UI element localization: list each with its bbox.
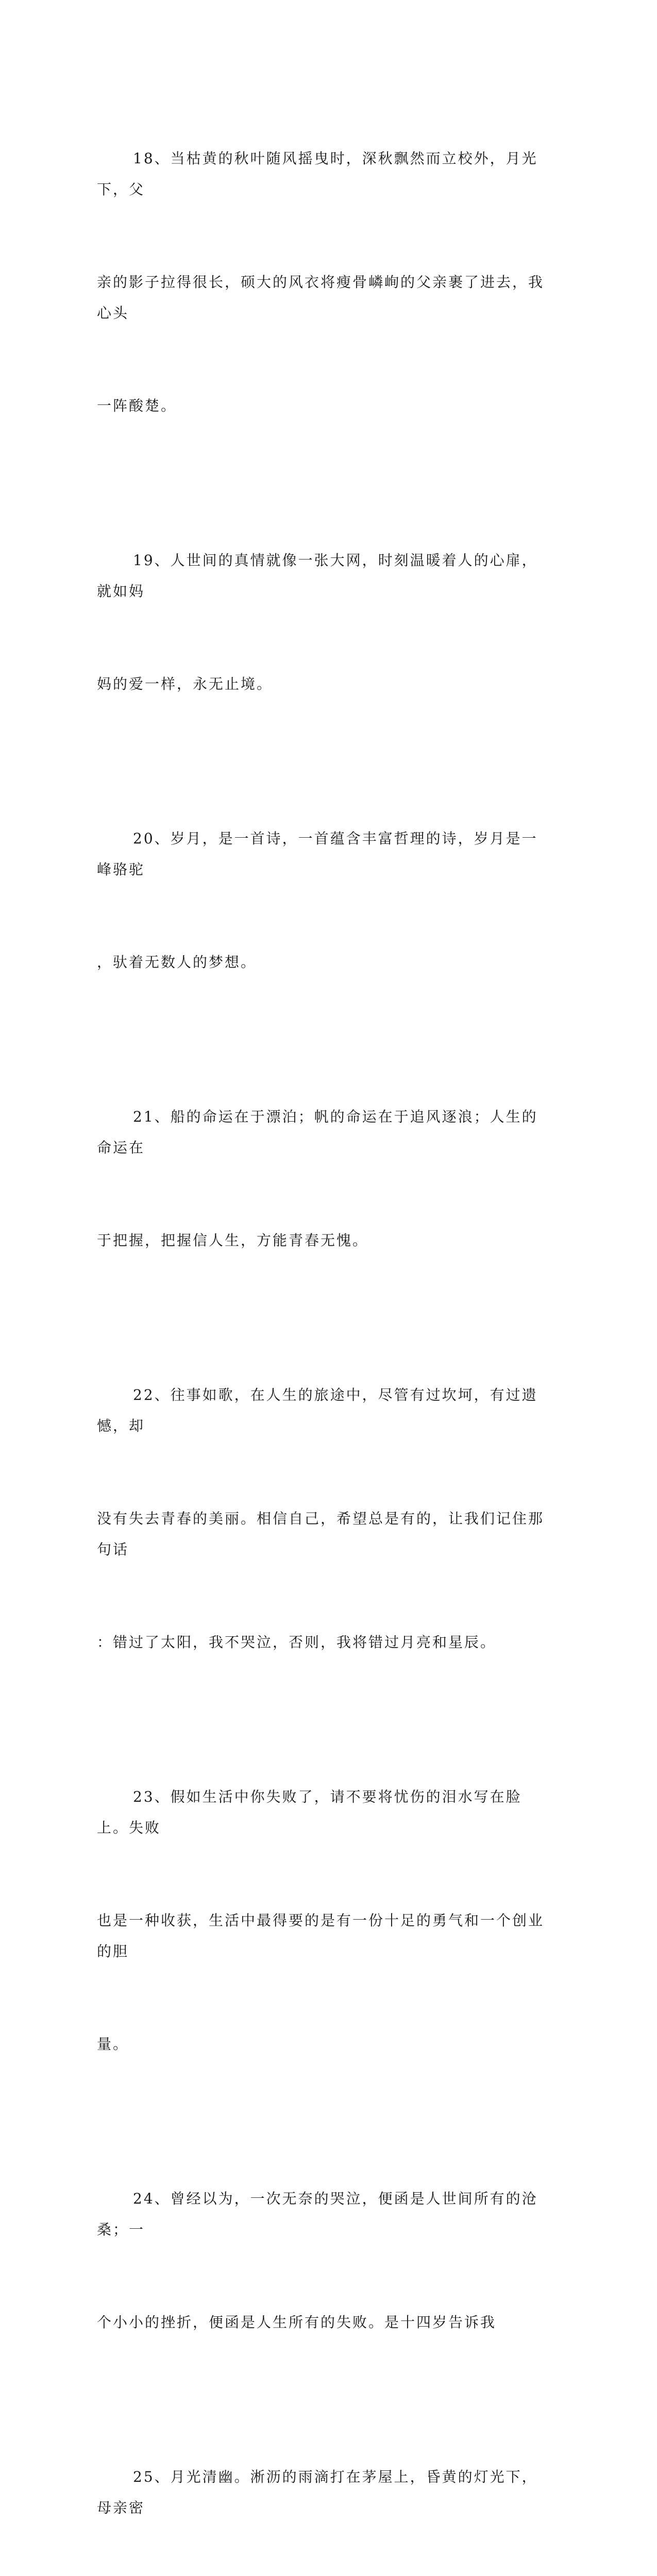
paragraph-18 <box>97 81 550 483</box>
paragraph-line: 一阵酸楚。 <box>97 397 177 414</box>
paragraph-line: 18、当枯黄的秋叶随风摇曳时，深秋飘然而立校外，月光下，父 <box>97 150 538 198</box>
paragraph-line: 亲的影子拉得很长，硕大的风衣将瘦骨嶙峋的父亲裹了进去，我心头 <box>97 274 545 321</box>
document-body <box>97 81 550 2576</box>
paragraph-line: 22、往事如歌，在人生的旅途中，尽管有过坎坷，有过遗憾，却 <box>97 1386 538 1434</box>
paragraph-22 <box>97 1318 550 1720</box>
paragraph-line: 19、人世间的真情就像一张大网，时刻温暖着人的心扉，就如妈 <box>97 552 538 600</box>
paragraph-23 <box>97 1720 550 2122</box>
paragraph-line: 个小小的挫折，便函是人生所有的失败。是十四岁告诉我 <box>97 2314 497 2331</box>
paragraph-line: ，驮着无数人的梦想。 <box>97 954 257 971</box>
paragraph-line: 也是一种收获，生活中最得要的是有一份十足的勇气和一个创业的胆 <box>97 1912 545 1960</box>
paragraph-25 <box>97 2400 550 2576</box>
paragraph-24 <box>97 2122 550 2400</box>
paragraph-line: 25、月光清幽。淅沥的雨滴打在茅屋上，昏黄的灯光下，母亲密 <box>97 2468 538 2516</box>
paragraph-line: 24、曾经以为，一次无奈的哭泣，便函是人世间所有的沧桑；一 <box>97 2190 538 2238</box>
paragraph-line: 23、假如生活中你失败了，请不要将忧伤的泪水写在脸上。失败 <box>97 1788 522 1836</box>
paragraph-line: 量。 <box>97 2036 129 2053</box>
paragraph-line: ：错过了太阳，我不哭泣，否则，我将错过月亮和星辰。 <box>97 1634 497 1651</box>
paragraph-line: 没有失去青春的美丽。相信自己，希望总是有的，让我们记住那句话 <box>97 1510 545 1558</box>
paragraph-line: 20、岁月，是一首诗，一首蕴含丰富哲理的诗，岁月是一峰骆驼 <box>97 830 538 878</box>
paragraph-19 <box>97 483 550 761</box>
paragraph-21 <box>97 1040 550 1318</box>
paragraph-20 <box>97 761 550 1040</box>
paragraph-line: 妈的爱一样，永无止境。 <box>97 675 273 692</box>
paragraph-line: 于把握，把握信人生，方能青春无愧。 <box>97 1232 369 1249</box>
paragraph-line: 21、船的命运在于漂泊；帆的命运在于追风逐浪；人生的命运在 <box>97 1108 538 1156</box>
